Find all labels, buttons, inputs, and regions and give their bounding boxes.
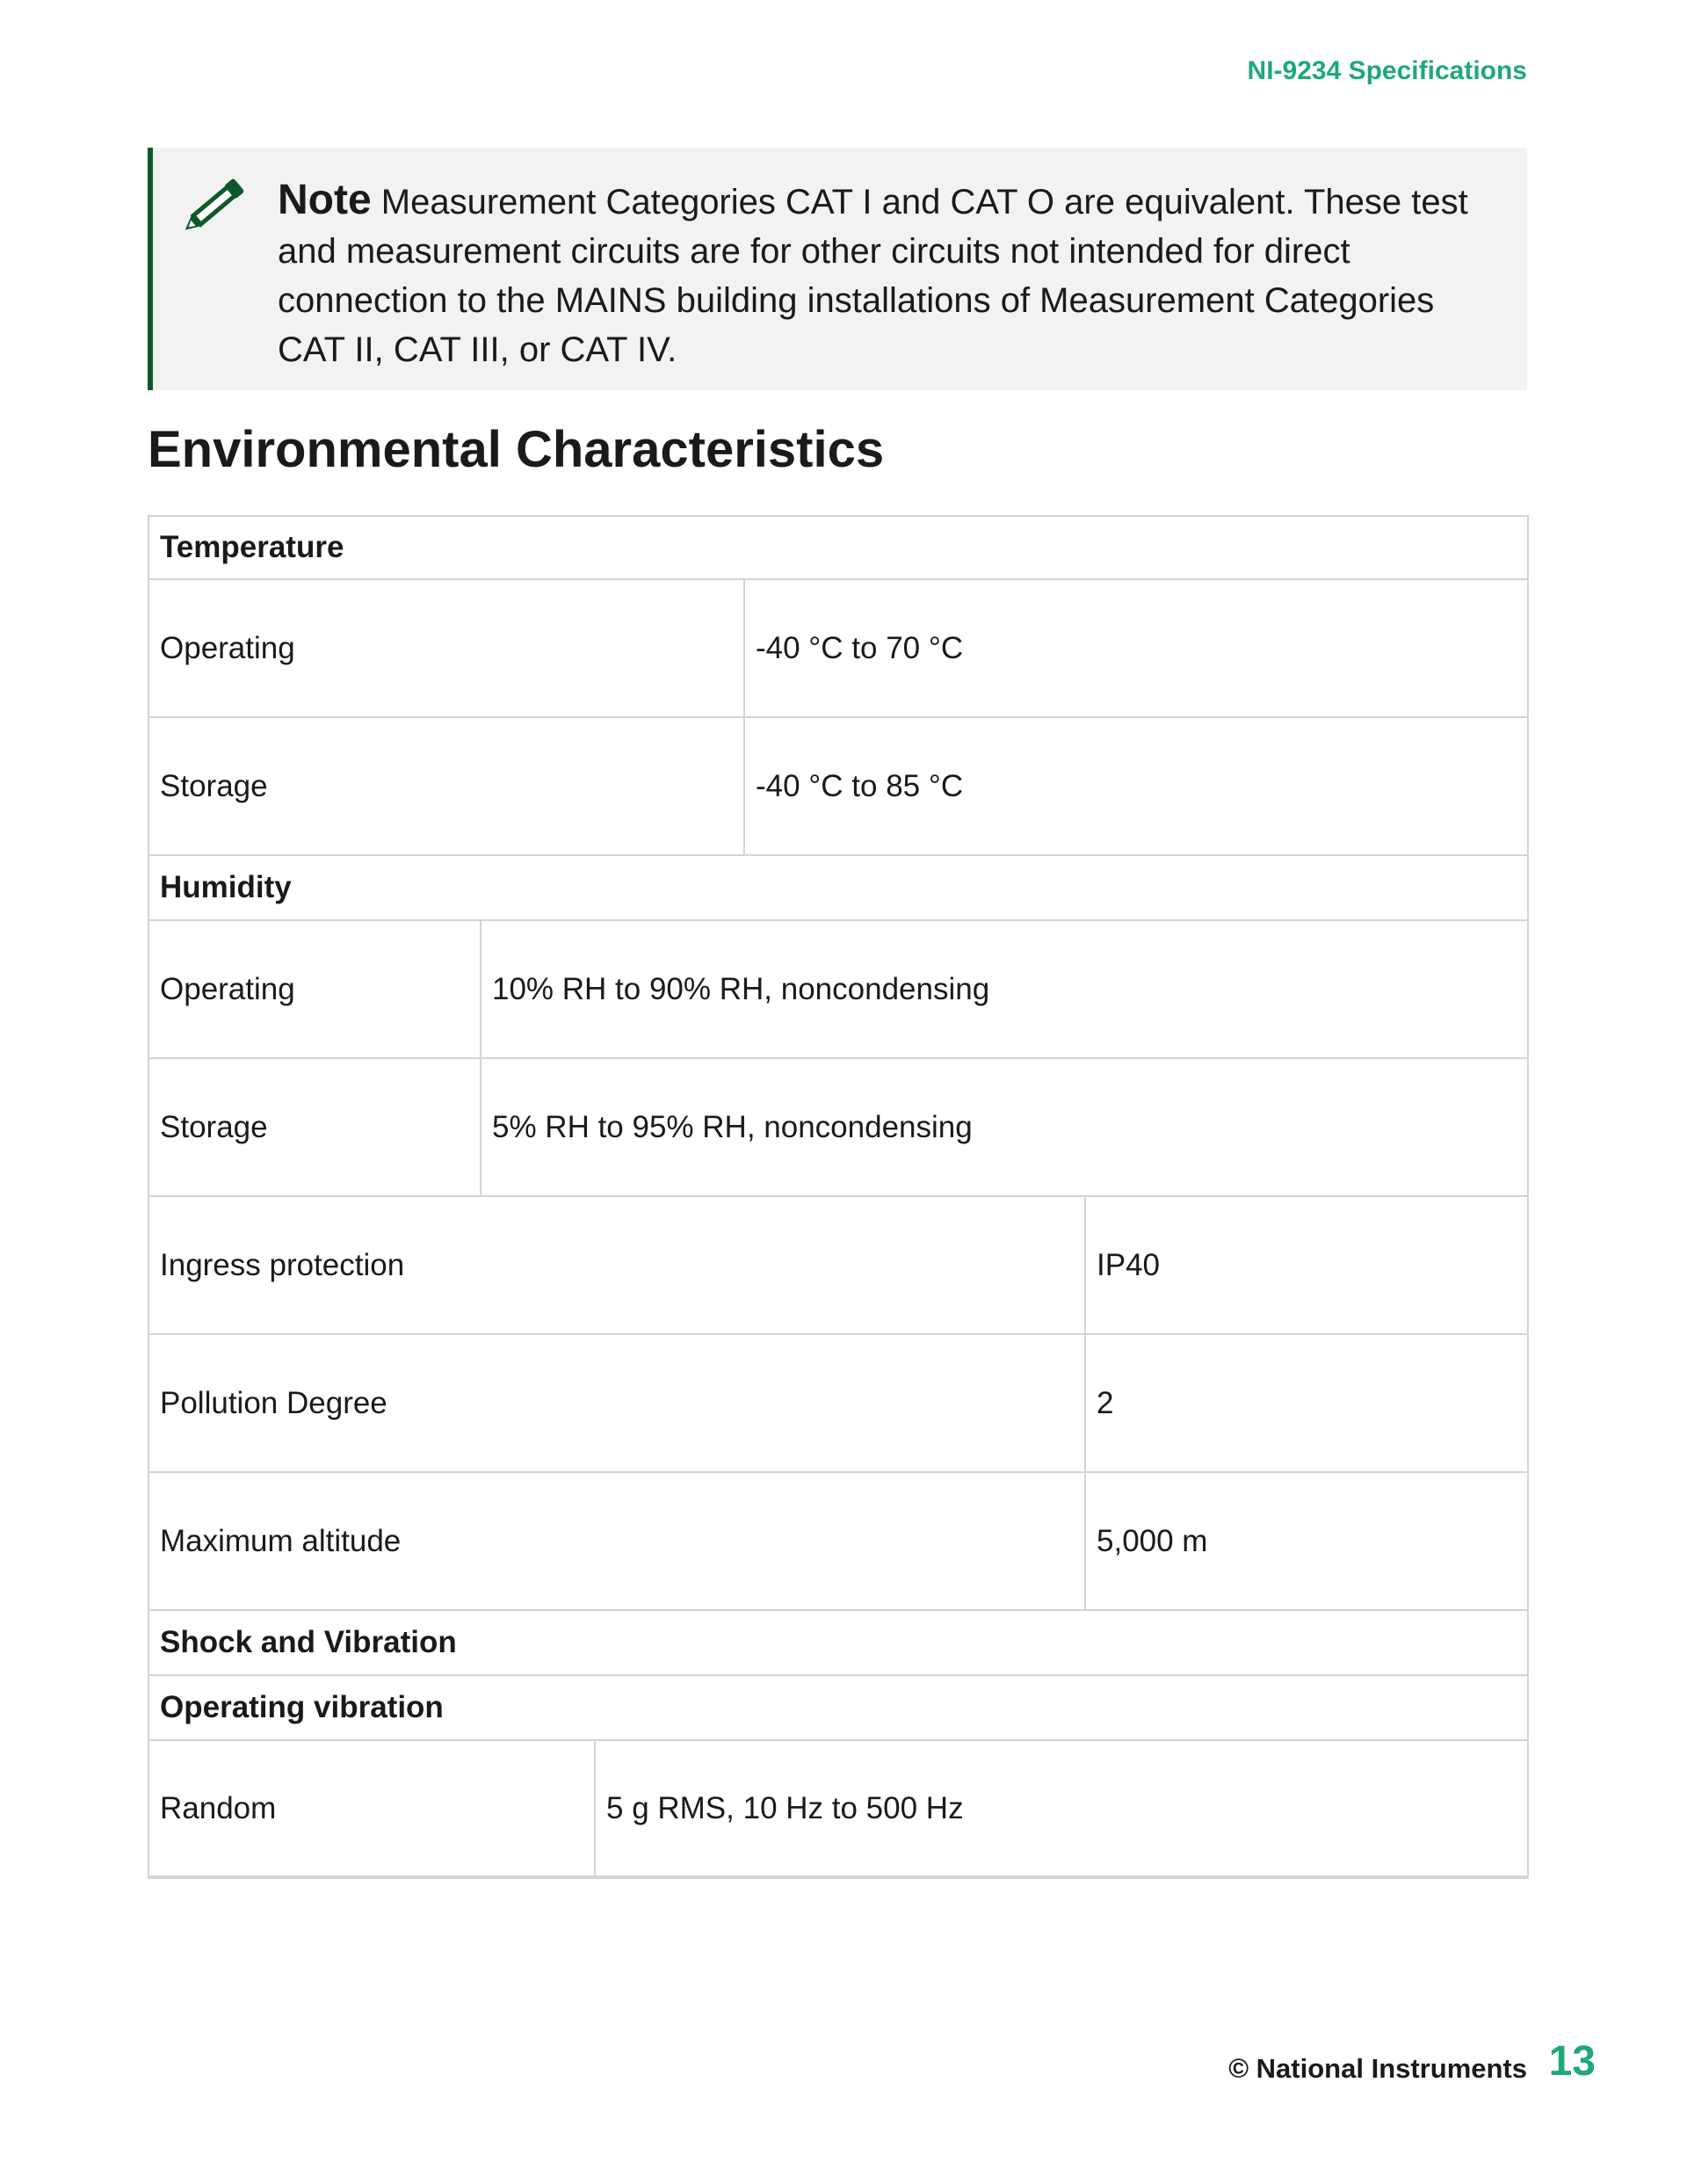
running-header: NI-9234 Specifications [1247, 56, 1527, 85]
page-number: 13 [1548, 2038, 1596, 2085]
spec-label: Storage [148, 1059, 481, 1197]
table-row [148, 1473, 1529, 1611]
spec-value: -40 °C to 70 °C [745, 580, 1529, 718]
spec-label: Storage [148, 718, 745, 856]
spec-label: Pollution Degree [148, 1335, 1086, 1473]
table-row [148, 1059, 1529, 1197]
note-callout [148, 148, 1527, 390]
spec-label: Operating [148, 580, 745, 718]
group-row-temperature [148, 515, 1529, 580]
spec-value: 5% RH to 95% RH, noncondensing [481, 1059, 1529, 1197]
spec-label: Ingress protection [148, 1197, 1086, 1335]
table-row [148, 718, 1529, 856]
group-heading: Shock and Vibration [148, 1611, 1529, 1676]
spec-value: 10% RH to 90% RH, noncondensing [481, 921, 1529, 1059]
spec-value: -40 °C to 85 °C [745, 718, 1529, 856]
table-row [148, 1741, 1529, 1879]
group-heading: Humidity [148, 856, 1529, 921]
spec-value: 5 g RMS, 10 Hz to 500 Hz [596, 1741, 1529, 1879]
group-row-operating-vibration [148, 1676, 1529, 1741]
table-row [148, 1335, 1529, 1473]
table-row [148, 921, 1529, 1059]
section-title: Environmental Characteristics [148, 421, 885, 478]
spec-value: 2 [1086, 1335, 1529, 1473]
spec-label: Maximum altitude [148, 1473, 1086, 1611]
note-text [278, 176, 1508, 374]
spec-label: Random [148, 1741, 596, 1879]
group-row-humidity [148, 856, 1529, 921]
note-body: Measurement Categories CAT I and CAT O are equivalent. These test and measurement circuits are for other circuits not intended for direct connection to the MAINS building installations of Measurement Categories CAT II, CAT III, or CAT IV. [278, 183, 1468, 369]
group-subheading: Operating vibration [148, 1676, 1529, 1741]
note-label: Note [278, 177, 372, 223]
table-row [148, 1197, 1529, 1335]
spec-value: 5,000 m [1086, 1473, 1529, 1611]
spec-value: IP40 [1086, 1197, 1529, 1335]
group-heading: Temperature [148, 515, 1529, 580]
table-row [148, 580, 1529, 718]
footer-brand: © National Instruments [1228, 2053, 1527, 2084]
environmental-spec-table [148, 515, 1529, 1879]
spec-label: Operating [148, 921, 481, 1059]
group-row-shock-vibration [148, 1611, 1529, 1676]
pencil-icon [172, 160, 260, 248]
